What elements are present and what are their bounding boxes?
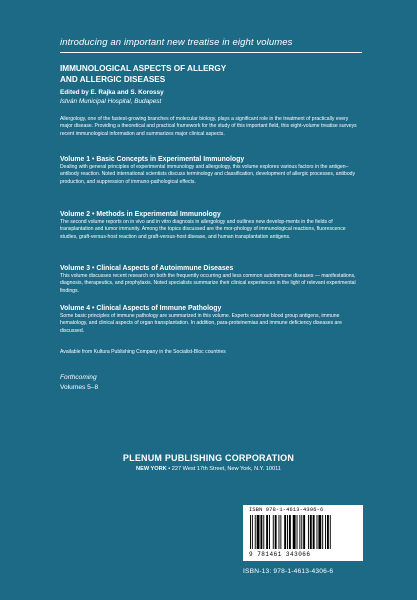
barcode-bar: [322, 515, 323, 549]
editor-names: Edited by E. Rajka and S. Korossy: [60, 89, 164, 96]
intro-paragraph: Allergology, one of the fastest-growing branches of molecular biology, plays a significant role in the treatment of practically every major disease. Providing a theoretical and practical framework for the study of this important field, this eight-volume treatise surveys recent immunological information and summarizes major clinical aspects.: [60, 116, 357, 137]
availability-note: Available from Kultura Publishing Company in the Socialist-Bloc countries: [60, 349, 226, 355]
title-line-2: AND ALLERGIC DISEASES: [60, 74, 166, 84]
barcode-isbn: ISBN 978-1-4613-4306-6: [249, 507, 324, 513]
title-line-1: IMMUNOLOGICAL ASPECTS OF ALLERGY: [60, 64, 227, 73]
volume-4-description: Some basic principles of immune pathology are summarized in this volume. Experts examine blood group antigens, immune hematology, and clinical aspects of organ transplantation. In addition, para-proteinemias and immune deficiency diseases are discussed.: [60, 313, 342, 334]
barcode-bar: [308, 515, 309, 549]
barcode-bar: [269, 515, 270, 549]
forthcoming-label: Forthcoming: [60, 374, 97, 381]
barcode-bar: [327, 515, 329, 549]
publisher-name: PLENUM PUBLISHING CORPORATION: [122, 453, 295, 463]
volume-1-section: [60, 155, 362, 186]
barcode-image: [249, 515, 357, 551]
barcode-bar: [330, 515, 331, 549]
barcode-bar: [293, 515, 296, 549]
barcode-bar: [313, 515, 315, 549]
volume-1-description: Dealing with general principles of experimental immunology and allergology, this volume explores various factors in the antigen–antibody reaction. Noted international scientists discuss terminology and classification, development of allergic processes, antibody production, and suppression of immuno-pathological effects.: [60, 164, 356, 185]
barcode-bar: [287, 515, 288, 549]
barcode-bar: [279, 515, 280, 549]
barcode-bar: [263, 515, 264, 549]
volume-4-section: [60, 304, 362, 335]
barcode-bar: [255, 515, 256, 549]
barcode-bar: [273, 515, 274, 549]
barcode-bar: [289, 515, 291, 549]
barcode-bar: [303, 515, 305, 549]
barcode-bar: [284, 515, 286, 549]
volume-2-description: The second volume reports on in vivo and in vitro diagnosis in allergology and outlines new develop-ments in the fields of transplantation and tumor immunity. Among the topics discussed are the mor-phology of immunological reactions, fluorescence studies, graft-versus-host reaction and graft-versus-host disease, and human transplantation antigens.: [60, 219, 346, 240]
volume-3-description: This volume discusses recent research on both the frequently occurring and less common autoimmune diseases — manifestations, diagnosis, therapeutics, and prophylaxis. Noted specialists summarize their clinical experiences in the light of relevant experimental findings.: [60, 273, 356, 294]
publisher-city: NEW YORK •: [136, 466, 171, 472]
barcode-bar: [299, 515, 300, 549]
barcode-bar: [301, 515, 302, 549]
forthcoming-block: [60, 373, 98, 392]
publisher-address: [0, 466, 417, 472]
volume-1-heading: Volume 1 • Basic Concepts in Experimental Immunology: [60, 156, 245, 163]
tagline: introducing an important new treatise in eight volumes: [60, 37, 293, 48]
barcode-bar: [297, 515, 298, 549]
barcode-label: [243, 505, 363, 561]
volume-3-heading: Volume 3 • Clinical Aspects of Autoimmune Diseases: [60, 265, 234, 272]
barcode-bar: [317, 515, 318, 549]
barcode-bar: [250, 515, 251, 549]
barcode-bar: [280, 515, 281, 549]
publisher-street: 227 West 17th Street, New York, N.Y. 10011: [170, 466, 281, 472]
barcode-bar: [252, 515, 253, 549]
barcode-bar: [260, 515, 262, 549]
barcode-bar: [318, 515, 321, 549]
barcode-bar: [275, 515, 277, 549]
isbn-13: ISBN-13: 978-1-4613-4306-6: [243, 568, 334, 575]
volume-3-section: [60, 264, 362, 295]
editors-block: [60, 89, 164, 106]
divider-rule: [60, 52, 362, 53]
barcode-bar: [257, 515, 260, 549]
volume-2-section: [60, 210, 362, 241]
barcode-bar: [325, 515, 326, 549]
volume-4-heading: Volume 4 • Clinical Aspects of Immune Pathology: [60, 305, 222, 312]
barcode-bar: [310, 515, 312, 549]
forthcoming-volumes: Volumes 5–8: [60, 383, 99, 391]
barcode-number: 9 781461 343066: [249, 551, 311, 558]
barcode-bar: [266, 515, 268, 549]
volume-2-heading: Volume 2 • Methods in Experimental Immunology: [60, 211, 221, 218]
book-title: [60, 64, 360, 85]
editor-institution: István Municipal Hospital, Budapest: [60, 97, 162, 105]
